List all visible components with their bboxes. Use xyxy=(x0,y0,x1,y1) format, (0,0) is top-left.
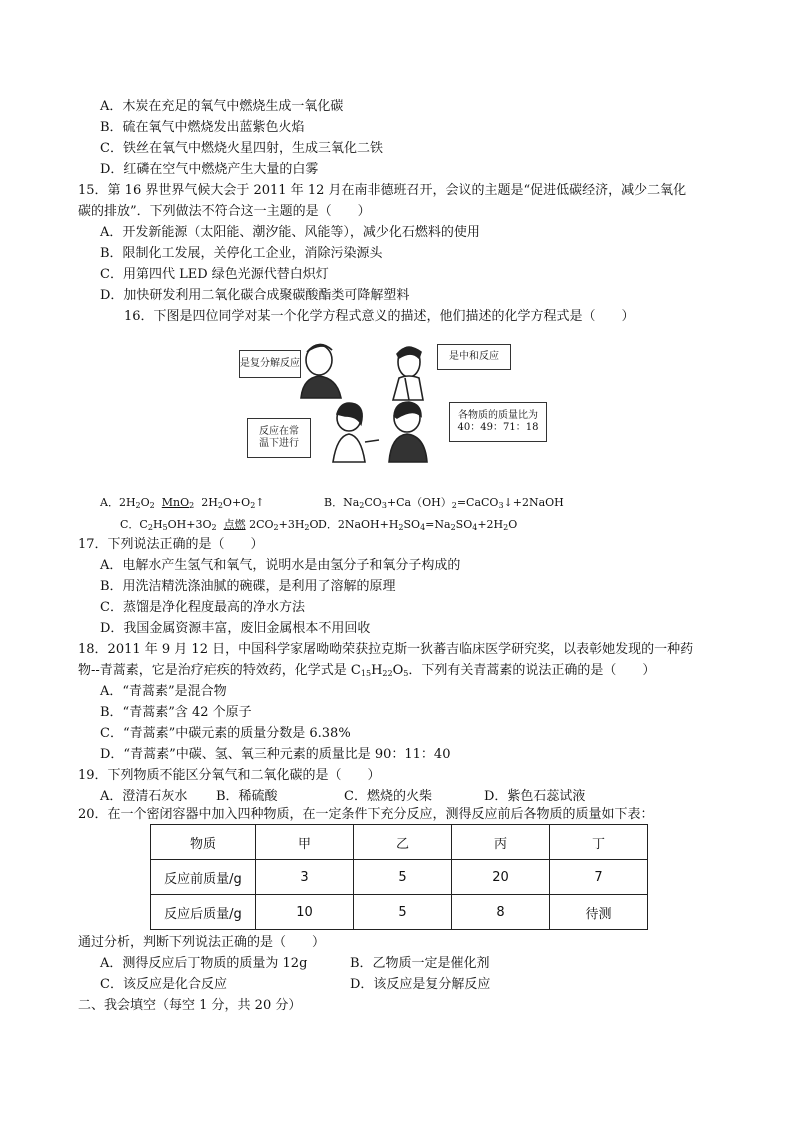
speech-bubble-room-temperature xyxy=(247,418,311,458)
bubble-text-1: 是复分解反应 xyxy=(240,358,300,369)
q20-option-c: C．该反应是化合反应 xyxy=(100,977,227,992)
table-cell: 3 xyxy=(256,860,354,895)
table-cell: 20 xyxy=(452,860,550,895)
q18-stem-line2: 物--青蒿素，它是治疗疟疾的特效药，化学式是 $C_{15}H_{22}O_5$．下列有关青蒿素的说法正确的是（ ） xyxy=(78,663,656,678)
four-students-illustration xyxy=(237,338,557,464)
q18-option-b: B．“青蒿素”含 42 个原子 xyxy=(100,705,252,720)
q20-option-b: B．乙物质一定是催化剂 xyxy=(350,956,490,971)
table-header-cell: 丙 xyxy=(452,825,550,860)
q19-option-c: C．燃烧的火柴 xyxy=(344,789,432,804)
q15-option-d: D．加快研发利用二氧化碳合成聚碳酸酯类可降解塑料 xyxy=(100,288,410,303)
q16-stem: 16．下图是四位同学对某一个化学方程式意义的描述，他们描述的化学方程式是（ ） xyxy=(124,309,635,324)
table-cell: 反应后质量/g xyxy=(151,895,256,930)
q16-option-c: C．$C_2H_5OH+3O_2$ 点燃 $2CO_2+3H_2O$ xyxy=(120,518,319,532)
q20-stem: 20．在一个密闭容器中加入四种物质，在一定条件下充分反应，测得反应前后各物质的质量如下表： xyxy=(78,807,654,822)
q20-option-a: A．测得反应后丁物质的质量为 12g xyxy=(100,956,308,971)
section-2-heading: 二、我会填空（每空 1 分，共 20 分） xyxy=(78,998,302,1013)
table-cell: 5 xyxy=(354,860,452,895)
q17-option-a: A．电解水产生氢气和氧气，说明水是由氢分子和氧分子构成的 xyxy=(100,558,461,573)
q14-option-a: A．木炭在充足的氧气中燃烧生成一氧化碳 xyxy=(100,99,344,114)
q19-stem: 19．下列物质不能区分氧气和二氧化碳的是（ ） xyxy=(78,768,381,783)
q17-option-c: C．蒸馏是净化程度最高的净水方法 xyxy=(100,600,305,615)
speech-bubble-neutralization xyxy=(437,344,511,370)
table-row xyxy=(151,895,648,930)
table-header-cell: 物质 xyxy=(151,825,256,860)
mass-data-table xyxy=(150,824,648,930)
q20-option-d: D．该反应是复分解反应 xyxy=(350,977,491,992)
q15-option-c: C．用第四代 LED 绿色光源代替白炽灯 xyxy=(100,267,329,282)
q19-option-b: B．稀硫酸 xyxy=(216,789,278,804)
q16-option-b: B．$Na_2CO_3+Ca(OH)_2=CaCO_3↓+2NaOH$ xyxy=(324,496,564,510)
table-cell: 8 xyxy=(452,895,550,930)
table-cell: 待测 xyxy=(550,895,648,930)
q18-option-a: A．“青蒿素”是混合物 xyxy=(100,684,227,699)
table-header-cell: 丁 xyxy=(550,825,648,860)
speech-bubble-mass-ratio xyxy=(449,402,547,442)
bubble-text-2: 是中和反应 xyxy=(449,351,499,362)
bubble-text-4a: 各物质的质量比为 xyxy=(458,410,538,421)
table-cell: 反应前质量/g xyxy=(151,860,256,895)
q15-stem-line1: 15．第 16 界世界气候大会于 2011 年 12 月在南非德班召开，会议的主题是“促进低碳经济，减少二氧化 xyxy=(78,183,687,198)
table-header-row xyxy=(151,825,648,860)
table-cell: 5 xyxy=(354,895,452,930)
catalyst-condition: MnO$_2$ xyxy=(161,496,195,510)
q15-stem-line2: 碳的排放”．下列做法不符合这一主题的是（ ） xyxy=(78,204,371,219)
q14-option-c: C．铁丝在氧气中燃烧火星四射，生成三氧化二铁 xyxy=(100,141,383,156)
q14-option-d: D．红磷在空气中燃烧产生大量的白雾 xyxy=(100,162,319,177)
bubble-text-3: 反应在常温下进行 xyxy=(259,426,299,449)
q17-option-d: D．我国金属资源丰富，废旧金属根本不用回收 xyxy=(100,621,371,636)
table-header-cell: 乙 xyxy=(354,825,452,860)
q17-option-b: B．用洗洁精洗涤油腻的碗碟，是利用了溶解的原理 xyxy=(100,579,396,594)
table-cell: 7 xyxy=(550,860,648,895)
q18-option-d: D．“青蒿素”中碳、氢、氧三种元素的质量比是 90：11：40 xyxy=(100,747,451,762)
q19-option-a: A．澄清石灰水 xyxy=(100,789,188,804)
table-cell: 10 xyxy=(256,895,354,930)
speech-bubble-double-decomposition xyxy=(239,350,301,378)
q17-stem: 17．下列说法正确的是（ ） xyxy=(78,537,264,552)
table-row xyxy=(151,860,648,895)
bubble-text-4b: 40：49：71：18 xyxy=(457,422,539,433)
q16-option-a: A．$2H_2O_2$ MnO$_2$ $2H_2O+O_2↑$ xyxy=(100,496,265,510)
q15-option-a: A．开发新能源（太阳能、潮汐能、风能等），减少化石燃料的使用 xyxy=(100,225,480,240)
q18-option-c: C．“青蒿素”中碳元素的质量分数是 6.38% xyxy=(100,726,351,741)
q18-stem-line1: 18．2011 年 9 月 12 日，中国科学家屠呦呦荣获拉克斯一狄蕃吉临床医学研究奖，以表彰她发现的一种药 xyxy=(78,642,694,657)
q19-option-d: D．紫色石蕊试液 xyxy=(484,789,586,804)
q16-option-d: D．$2NaOH+H_2SO_4=Na_2SO_4+2H_2O$ xyxy=(318,518,518,532)
ignite-condition: 点燃 xyxy=(223,518,246,531)
q15-option-b: B．限制化工发展，关停化工企业，消除污染源头 xyxy=(100,246,383,261)
q20-after-table: 通过分析，判断下列说法正确的是（ ） xyxy=(78,935,326,950)
table-header-cell: 甲 xyxy=(256,825,354,860)
q14-option-b: B．硫在氧气中燃烧发出蓝紫色火焰 xyxy=(100,120,305,135)
